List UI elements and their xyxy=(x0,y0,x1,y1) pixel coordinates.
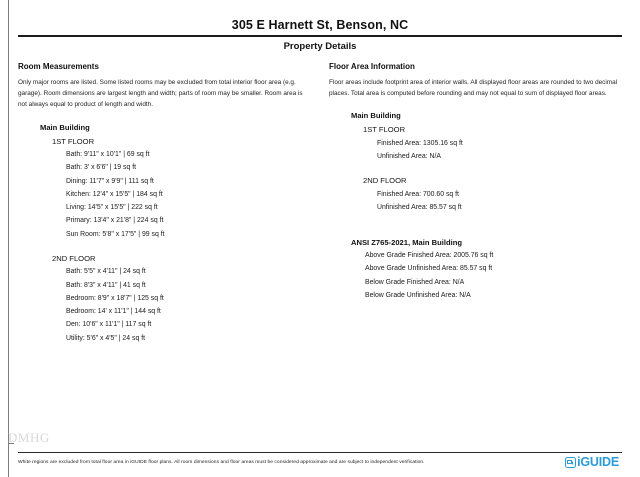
room-entry: Bath: 3' x 6'6" | 19 sq ft xyxy=(66,164,137,172)
room-entry: Bath: 9'11" x 10'1" | 69 sq ft xyxy=(66,150,150,158)
floor-label-1st: 1ST FLOOR xyxy=(52,136,95,146)
room-entry: Kitchen: 12'4" x 15'5" | 184 sq ft xyxy=(66,190,163,198)
page-title: 305 E Harnett St, Benson, NC xyxy=(231,18,409,32)
area-block-2nd xyxy=(351,174,622,214)
floor-label-1st: 1ST FLOOR xyxy=(363,125,406,135)
footer-row xyxy=(18,456,622,469)
ansi-title: ANSI Z765-2021, Main Building xyxy=(351,238,462,248)
ansi-entry: Above Grade Finished Area: 2005.76 sq ft xyxy=(365,252,494,260)
building-name-label: Main Building xyxy=(351,111,401,121)
area-entry: Unfinished Area: 85.57 sq ft xyxy=(377,203,462,211)
floor-block-2nd xyxy=(40,252,311,345)
room-measurements-note: Only major rooms are listed. Some listed rooms may be excluded from total interior floor area (e.g. garage). Room dimensions are largest length and width; parts of room may be smaller. Room area is not always equal to product of length and width. xyxy=(18,79,303,109)
document-header xyxy=(18,18,622,53)
room-entry: Bath: 8'3" x 4'11" | 41 sq ft xyxy=(66,281,146,289)
area-block-1st xyxy=(351,123,622,163)
room-measurements-heading: Room Measurements xyxy=(18,62,99,71)
room-entry: Bath: 5'5" x 4'11" | 24 sq ft xyxy=(66,268,146,276)
area-entry: Unfinished Area: N/A xyxy=(377,153,441,160)
room-entry: Den: 10'6" x 11'1" | 117 sq ft xyxy=(66,321,152,329)
floor-label-2nd: 2ND FLOOR xyxy=(363,176,407,186)
details-columns xyxy=(18,62,622,345)
iguide-logo-text: iGUIDE xyxy=(577,455,619,469)
building-name-label: Main Building xyxy=(40,122,90,132)
room-entry: Bedroom: 14' x 11'1" | 144 sq ft xyxy=(66,308,161,316)
ansi-entry: Below Grade Unfinished Area: N/A xyxy=(365,292,471,300)
area-entry: Finished Area: 1305.16 sq ft xyxy=(377,139,463,147)
floor-block-1st xyxy=(40,135,311,241)
title-divider xyxy=(18,35,622,37)
ansi-entry: Above Grade Unfinished Area: 85.57 sq ft xyxy=(365,265,493,273)
floor-area-note: Floor areas include footprint area of interior walls. All displayed floor areas are rounded to two decimal places. Total area is computed before rounding and may not equal to sum of displayed floor areas. xyxy=(329,79,618,98)
camera-icon xyxy=(565,457,576,468)
page-left-border xyxy=(8,0,9,477)
footer-divider xyxy=(18,452,622,453)
footer-disclaimer: White regions are excluded from total floor area in iGUIDE floor plans. All room dimensions and floor areas must be considered approximate and are subject to independent verification. xyxy=(18,459,425,465)
room-entry: Living: 14'5" x 15'5" | 222 sq ft xyxy=(66,204,158,212)
watermark: DMHG xyxy=(8,430,50,445)
room-entry: Primary: 13'4" x 21'8" | 224 sq ft xyxy=(66,217,164,225)
main-building-rooms xyxy=(40,121,311,345)
page-subtitle: Property Details xyxy=(283,41,357,52)
iguide-logo xyxy=(565,456,619,469)
room-measurements-column xyxy=(18,62,311,345)
main-building-areas xyxy=(351,109,622,214)
room-entry: Bedroom: 8'9" x 18'7" | 125 sq ft xyxy=(66,294,164,302)
floor-label-2nd: 2ND FLOOR xyxy=(52,253,96,263)
room-entry: Utility: 5'6" x 4'5" | 24 sq ft xyxy=(66,334,146,342)
area-entry: Finished Area: 700.60 sq ft xyxy=(377,190,459,198)
ansi-entry: Below Grade Finished Area: N/A xyxy=(365,278,465,286)
room-entry: Dining: 11'7" x 9'9" | 111 sq ft xyxy=(66,177,154,185)
floor-area-heading: Floor Area Information xyxy=(329,62,415,71)
document-footer xyxy=(18,452,622,469)
ansi-section xyxy=(351,236,622,302)
floor-area-column xyxy=(329,62,622,345)
room-entry: Sun Room: 5'8" x 17'5" | 99 sq ft xyxy=(66,230,165,238)
